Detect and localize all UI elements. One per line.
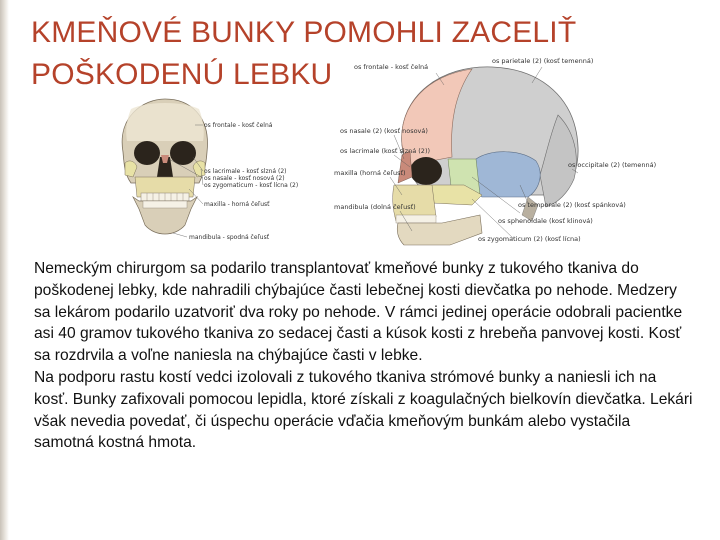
left-decor-bar	[0, 0, 9, 540]
front-label-mandibula: mandibula - spodná čeľusť	[189, 234, 270, 241]
paragraph-2: Na podporu rastu kostí vedci izolovali z tukového tkaniva strómové bunky a naniesli ich na kosť. Bunky zafixovali pomocou lepidla, ktoré získali z koagulačných bielkovín dievčatka. Lekári však nevedia povedať, či úspechu operácie vďačia kmeňovým bunkám alebo vystačila samotná kostná hmota.	[34, 368, 693, 452]
paragraph-1: Nemeckým chirurgom sa podarilo transplantovať kmeňové bunky z tukového tkaniva do poškodenej lebky, kde nahradili chýbajúce časti lebečnej kosti dievčatka po nehode. Medzery sa lekárom podarilo uzatvoriť dva roky po nehode. V rámci jedinej operácie odobrali pacientke asi 40 gramov tukového tkaniva zo sedacej časti a kúsok kosti z hrebeňa panvovej kosti. Kosť sa rozdrvila a voľne naniesla na chýbajúce časti v lebke.	[34, 260, 683, 365]
title-line-1: KMEŇOVÉ BUNKY POMOHLI ZACELIŤ	[31, 16, 577, 49]
svg-text:os parietale (2) (kosť temenná: os parietale (2) (kosť temenná)	[492, 57, 594, 65]
title-line-2: POŠKODENÚ LEBKU	[31, 58, 333, 91]
lateral-label-parietale	[492, 56, 593, 65]
lateral-label-mandibula: mandibula (dolná čeľusť)	[334, 203, 416, 211]
lateral-label-sphenoidale: os sphenoidale (kosť klinová)	[498, 217, 593, 225]
front-label-nasale: os nasale - kosť nosová (2)	[204, 175, 285, 182]
lateral-label-zygomaticum: os zygomaticum (2) (kosť lícna)	[478, 235, 581, 243]
lateral-label-nasale: os nasale (2) (kosť nosová)	[340, 127, 428, 135]
skull-front-diagram	[103, 97, 299, 245]
front-label-maxilla: maxilla - horná čeľusť	[204, 201, 270, 208]
front-label-frontale: os frontale - kosť čelná	[204, 122, 273, 129]
lateral-label-temporale: os temporale (2) (kosť spánková)	[518, 201, 626, 209]
skull-lateral-diagram	[332, 55, 657, 250]
lateral-label-lacrimale: os lacrimale (kosť slzná (2))	[340, 147, 431, 155]
lateral-label-maxilla: maxilla (horná čeľusť)	[334, 169, 406, 177]
front-label-zygomaticum: os zygomaticum - kosť lícna (2)	[204, 182, 299, 189]
lateral-label-frontale: os frontale - kosť čelná	[354, 63, 429, 71]
body-text	[34, 258, 694, 454]
lateral-label-occipitale: os occipitale (2) (temenná)	[568, 161, 657, 169]
front-label-lacrimale: os lacrimale - kosť slzná (2)	[204, 168, 287, 175]
